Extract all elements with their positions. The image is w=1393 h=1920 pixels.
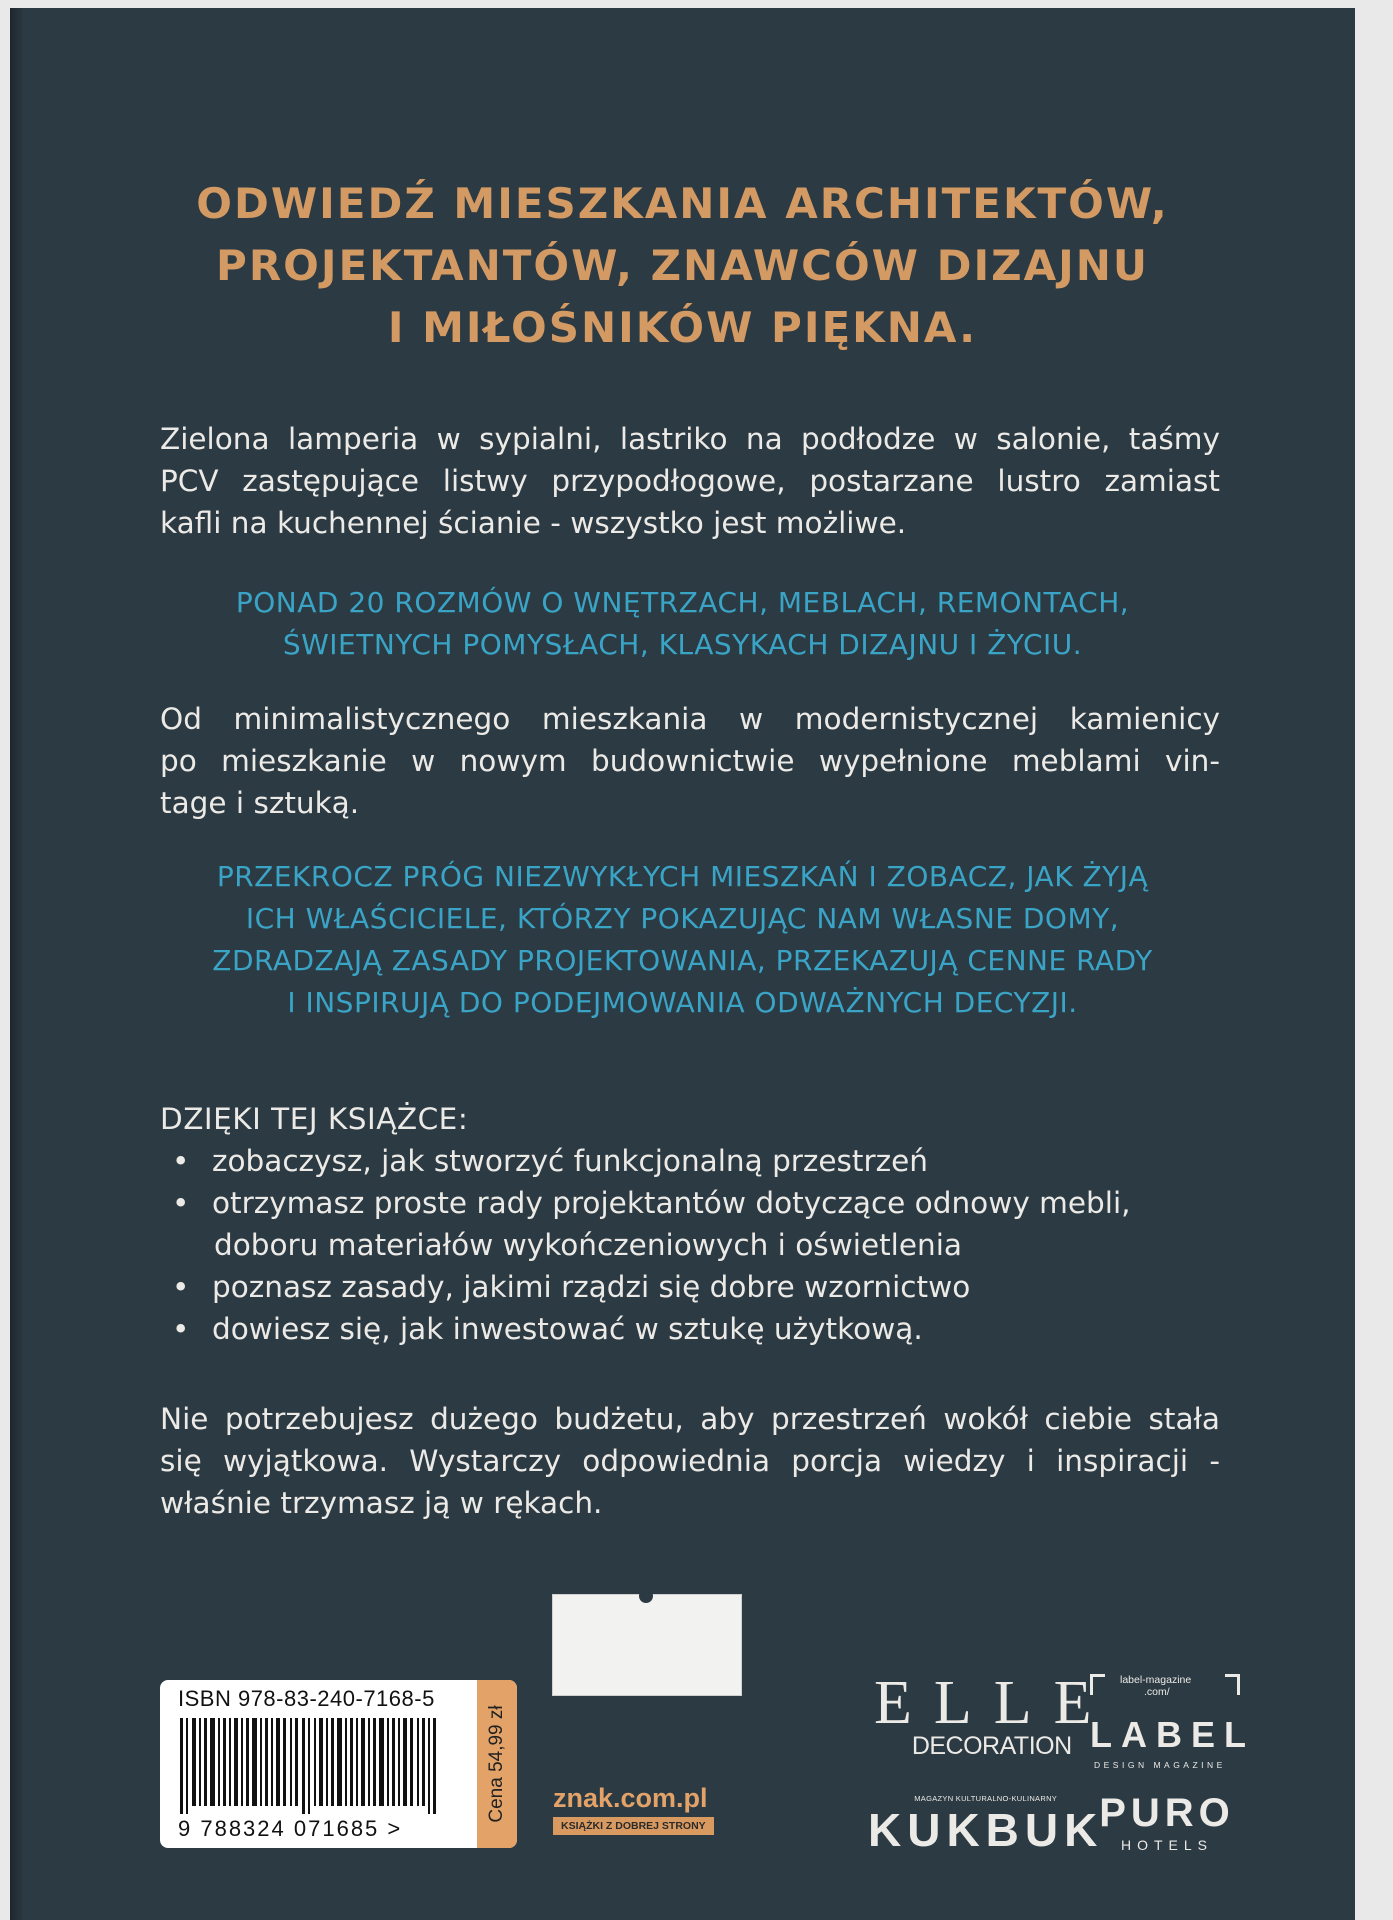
publisher-logo <box>553 1783 714 1835</box>
paragraph-line: tage i sztuką. <box>160 786 360 820</box>
benefits-heading: DZIĘKI TEJ KSIĄŻCE: <box>160 1102 469 1136</box>
label-subtitle: DESIGN MAGAZINE <box>1094 1760 1226 1770</box>
teal-line: PRZEKROCZ PRÓG NIEZWYKŁYCH MIESZKAŃ I ZOBACZ, JAK ŻYJĄ <box>216 860 1149 893</box>
elle-wordmark: ELLE <box>874 1669 1114 1737</box>
closing-line: się wyjątkowa. Wystarczy odpowiednia porcja wiedzy i inspiracji - <box>160 1444 1220 1478</box>
intro-paragraph <box>160 418 1220 544</box>
headline-line: ODWIEDŹ MIESZKANIA ARCHITEKTÓW, <box>196 179 1169 228</box>
intro-line: Zielona lamperia w sypialni, lastriko na podłodze w salonie, taśmy <box>160 422 1220 456</box>
closing-line: właśnie trzymasz ją w rękach. <box>160 1486 603 1520</box>
teal-line: ICH WŁAŚCICIELE, KTÓRZY POKAZUJĄC NAM WŁASNE DOMY, <box>245 902 1120 935</box>
paragraph-line: Od minimalistycznego mieszkania w modernistycznej kamienicy <box>160 702 1220 736</box>
ean-digits: 9 788324 071685 > <box>178 1816 403 1841</box>
label-wordmark: LABEL <box>1090 1714 1255 1755</box>
list-item-text: poznasz zasady, jakimi rządzi się dobre wzornictwo <box>212 1270 971 1304</box>
kukbuk-wordmark: KUKBUK <box>868 1804 1104 1856</box>
bullet-icon: • <box>172 1312 190 1346</box>
list-item <box>160 1140 1260 1182</box>
price-sticker-remnant <box>552 1594 742 1696</box>
label-url-line: label-magazine <box>1120 1674 1192 1686</box>
list-item-text: zobaczysz, jak stworzyć funkcjonalną przestrzeń <box>212 1144 928 1178</box>
paragraph-line: po mieszkanie w nowym budownictwie wypełnione meblami vin- <box>160 744 1220 778</box>
label-url-line: .com/ <box>1144 1686 1170 1698</box>
list-item <box>160 1308 1260 1350</box>
list-item-text: dowiesz się, jak inwestować w sztukę użytkową. <box>212 1312 923 1346</box>
teal-line: I INSPIRUJĄ DO PODEJMOWANIA ODWAŻNYCH DECYZJI. <box>287 986 1078 1019</box>
barcode-icon <box>180 1718 450 1814</box>
list-item-text: otrzymasz proste rady projektantów dotyczące odnowy mebli, <box>212 1186 1131 1220</box>
teal-line: ZDRADZAJĄ ZASADY PROJEKTOWANIA, PRZEKAZUJĄ CENNE RADY <box>212 944 1153 977</box>
apartments-paragraph <box>160 698 1220 824</box>
bullet-icon: • <box>172 1270 190 1304</box>
hotels-wordmark: HOTELS <box>1120 1837 1213 1853</box>
benefits-list <box>160 1098 1260 1350</box>
kukbuk-subtitle: MAGAZYN KULTURALNO-KULINARNY <box>914 1794 1058 1803</box>
publisher-url: znak.com.pl <box>553 1783 708 1813</box>
price-strip <box>477 1680 517 1848</box>
kukbuk-logo <box>868 1794 1103 1857</box>
bracket-icon <box>1090 1674 1105 1695</box>
label-magazine-logo <box>1090 1674 1255 1774</box>
label-url <box>1120 1674 1191 1698</box>
intro-line: PCV zastępujące listwy przypodłogowe, postarzane lustro zamiast <box>160 464 1220 498</box>
sticker-notch <box>639 1589 653 1603</box>
headline <box>10 173 1355 359</box>
closing-paragraph <box>160 1398 1220 1524</box>
list-item-continuation <box>160 1224 1260 1266</box>
bullet-icon: • <box>172 1186 190 1220</box>
decoration-wordmark: DECORATION <box>911 1732 1072 1760</box>
puro-hotels-logo <box>1092 1791 1242 1853</box>
isbn-number: ISBN 978-83-240-7168-5 <box>178 1686 435 1711</box>
teal-callout-interviews <box>10 582 1355 666</box>
elle-decoration-logo <box>870 1669 1114 1761</box>
teal-line: PONAD 20 ROZMÓW O WNĘTRZACH, MEBLACH, REMONTACH, <box>235 586 1130 619</box>
price-label: Cena 54,99 zł <box>486 1705 507 1823</box>
bullet-icon: • <box>172 1144 190 1178</box>
teal-callout-owners <box>10 856 1355 1024</box>
bracket-icon <box>1225 1674 1240 1695</box>
teal-line: ŚWIETNYCH POMYSŁACH, KLASYKACH DIZAJNU I ŻYCIU. <box>282 628 1083 661</box>
book-back-cover <box>10 8 1355 1920</box>
list-item <box>160 1182 1260 1224</box>
headline-line: I MIŁOŚNIKÓW PIĘKNA. <box>387 303 978 352</box>
intro-line: kafli na kuchennej ścianie - wszystko jest możliwe. <box>160 506 907 540</box>
list-item-text: doboru materiałów wykończeniowych i oświetlenia <box>214 1228 963 1262</box>
list-item <box>160 1266 1260 1308</box>
closing-line: Nie potrzebujesz dużego budżetu, aby przestrzeń wokół ciebie stała <box>160 1402 1220 1436</box>
puro-wordmark: PURO <box>1099 1791 1235 1835</box>
publisher-tagline: KSIĄŻKI Z DOBREJ STRONY <box>553 1817 714 1835</box>
headline-line: PROJEKTANTÓW, ZNAWCÓW DIZAJNU <box>216 241 1149 290</box>
isbn-barcode-box <box>160 1680 517 1848</box>
